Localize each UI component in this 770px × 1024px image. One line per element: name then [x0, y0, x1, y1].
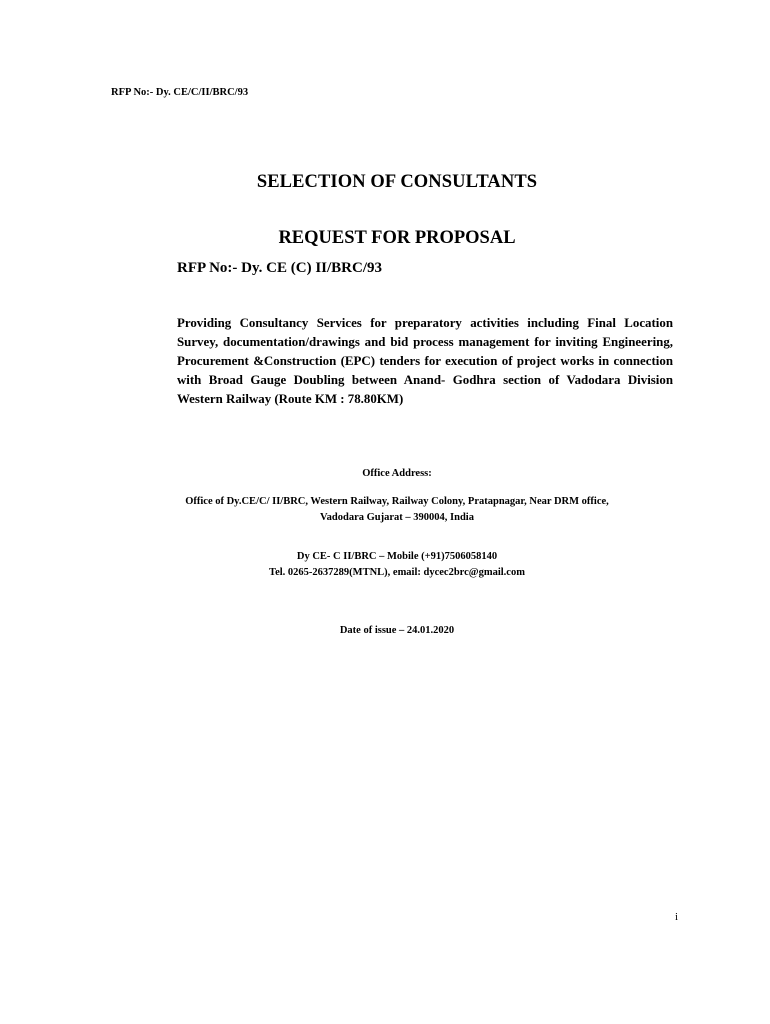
document-title: SELECTION OF CONSULTANTS — [256, 172, 538, 192]
contact-tel-email: Tel. 0265-2637289(MTNL), email: dycec2brc@gmail.com — [269, 567, 525, 578]
page-number: i — [675, 911, 679, 923]
office-address — [0, 494, 770, 526]
rfp-number: RFP No:- Dy. CE (C) II/BRC/93 — [177, 260, 382, 276]
office-address-line-1: Office of Dy.CE/C/ II/BRC, Western Railway, Railway Colony, Pratapnagar, Near DRM office, — [185, 496, 609, 507]
contact-mobile: Dy CE- C II/BRC – Mobile (+91)7506058140 — [296, 551, 498, 562]
office-address-line-2: Vadodara Gujarat – 390004, India — [320, 512, 474, 523]
project-description: Providing Consultancy Services for preparatory activities including Final Location Survey, documentation/drawings and bid process management for inviting Engineering, Procurement &Construction (EPC) tenders for execution of project works in connection with Broad Gauge Doubling between Anand- Godhra section of Vadodara Division Western Railway (Route KM : 78.80KM) — [177, 316, 673, 406]
document-subtitle: REQUEST FOR PROPOSAL — [278, 228, 516, 248]
contact-details — [0, 549, 770, 581]
date-of-issue: Date of issue – 24.01.2020 — [339, 625, 455, 636]
document-header-rfp-number: RFP No:- Dy. CE/C/II/BRC/93 — [111, 87, 249, 98]
office-address-label: Office Address: — [362, 468, 432, 479]
